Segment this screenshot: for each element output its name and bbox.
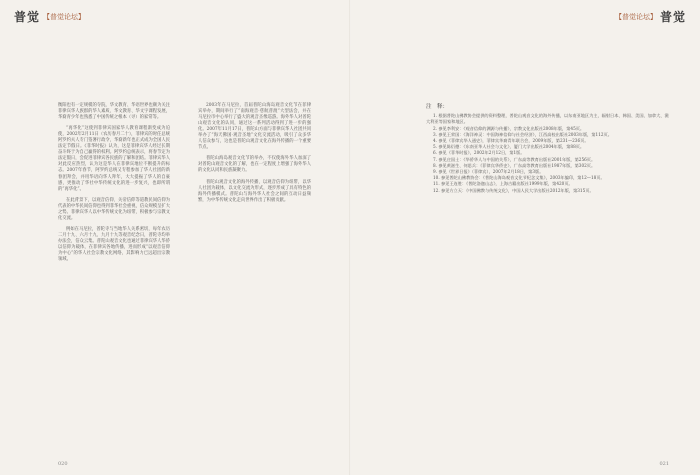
paragraph: 2003年在马尼拉，首届普陀山海岛观音文化节在菲律宾举办，期间举行了“南海观音·慈航普渡”大型法会，并在马尼拉市中心举行了盛大的观音圣像巡游。海外华人对普陀山观音文化的认同，通过这一系列活动得到了进一步的强化。2007年11月17日，普陀山方面与菲律宾华人社团共同举办了“海天佛国·观音圣地”文化交流活动，吸引了众多华人信众参与，这也是普陀山观音文化在海外传播的一个重要节点。 bbox=[198, 103, 311, 151]
right-header bbox=[615, 8, 686, 25]
note-item: 3. 参见王荣国：《海洋神灵：中国海神信仰与社会经济》，江西高校出版社2003年版，第112页。 bbox=[433, 131, 612, 137]
notes-section bbox=[426, 104, 669, 194]
paragraph: 普陀山观音文化的海外传播，以观音信仰为纽带，以华人社团为载体，以文化交流为形式，逐步形成了具有特色的海外传播模式。普陀山与海外华人社会之间的互动日益频繁，为中华传统文化走向世界作出了积极贡献。 bbox=[198, 179, 311, 203]
page-number-right: 021 bbox=[659, 461, 669, 467]
note-item: 5. 参见陈衍德：《东南亚华人社会与文化》，厦门大学出版社2004年版，第88页。 bbox=[433, 144, 585, 150]
note-item: 8. 参见黄滋生、何思兵：《菲律宾华侨史》，广东高等教育出版社1987年版，第302页。 bbox=[433, 162, 596, 168]
paragraph: 衡阳也有一定规模的寺院，华文教育、华语世界也颇为关注菲律宾华人族群的华人素质、华文教育、华文字课程发展，华裔青少年也熟悉了中国传统之根本（寻）的家常等。 bbox=[58, 103, 170, 121]
note-item: 12. 参见方立天：《中国佛教与传统文化》，中国人民大学出版社2012年版，第315页。 bbox=[433, 187, 594, 193]
page-gutter bbox=[349, 0, 351, 475]
journal-logo: 普觉 bbox=[14, 10, 41, 24]
notes-title: 注 释： bbox=[426, 104, 449, 110]
note-item: 9. 参见《世界日报》（菲律宾），2007年2月18日，第3版。 bbox=[433, 169, 544, 175]
journal-logo: 普觉 bbox=[659, 10, 686, 24]
paragraph: “再华化”这使到菲律宾国家华人教育课程渐变成为迫使，2002年2月11日（农历春月二十），菲律宾的时任总统阿罗约夫人专门签署行政令，华裔新年也正式成为全国人民法定节假日。《菲华时报》认为，这是菲律宾华人经过长期奋斗终于为自己赢得的权利。阿罗约总统表示，将春节定为法定假日，会促进菲律宾各民族的了解和团结。菲律宾华人对此反应热烈，认为这是华人在菲律宾地位不断提升的标志。2007年春节，阿罗约总统又专程参加了华人社团的新春团拜会，并用华语向华人拜年，大大提振了华人的自豪感，更推动了华社中华传统文化的进一步复兴，也即所谓的“再华化”。 bbox=[58, 126, 170, 192]
note-item: 7. 参见庄国土：《华侨华人与中国的关系》，广东高等教育出版社2001年版，第256页。 bbox=[433, 156, 596, 162]
note-item: 11. 参见王连胜：《普陀洛迦山志》，上海古籍出版社1999年版，第420页。 bbox=[433, 181, 573, 187]
left-header bbox=[14, 8, 85, 25]
paragraph: 例如在马尼拉，普陀寺与当地华人关系密切，每年农历二月十九、六月十九、九月十九等观音纪念日，普陀寺均举办法会，信众云集。普陀山观音文化也通过菲律宾华人华侨以信仰为载体，在菲律宾各地传播，进而形成“以观音信仰为中心”的华人社会宗教文化网络，其影响力已远超出宗教领域。 bbox=[58, 226, 170, 263]
note-item: 4. 参见《菲律宾华人通史》，菲律宾华裔青年联合会，2009年版，第231—236页。 bbox=[433, 138, 589, 144]
page-number-left: 020 bbox=[58, 461, 68, 467]
left-page-column-2 bbox=[198, 103, 311, 204]
section-label: 【普觉论坛】 bbox=[614, 12, 657, 21]
section-label: 【普觉论坛】 bbox=[43, 12, 86, 21]
paragraph: 在此背景下，以观音信仰、关帝信仰等道教民间信仰为代表的中华民间信仰也得到菲华社会重视，信众规模呈扩大之势。菲律宾华人以中华传统文化为纽带，积极参与宗教文化交流。 bbox=[58, 197, 170, 221]
note-item: 1. 根据普陀山佛教协会提供的资料整理，普陀山观音文化的海外传播，以东南亚地区为主，辐射日本、韩国、美国、加拿大、澳大利亚等国家和地区。 bbox=[426, 113, 669, 125]
note-item: 6. 参见《菲华时报》，2002年2月12日，第1版。 bbox=[433, 150, 525, 156]
paragraph: 普陀山海岛观音文化节的举办，不仅使海外华人加深了对普陀山观音文化的了解，也在一定程度上增强了海外华人的文化认同和民族凝聚力。 bbox=[198, 156, 311, 174]
left-page-column-1 bbox=[58, 103, 170, 263]
note-item: 10. 参见普陀山佛教协会：《普陀山海岛观音文化节纪念文集》，2003年编印，第12—18页。 bbox=[433, 175, 605, 181]
note-item: 2. 参见李利安：《观音信仰的渊源与传播》，宗教文化出版社2008年版，第45页。 bbox=[433, 125, 585, 131]
